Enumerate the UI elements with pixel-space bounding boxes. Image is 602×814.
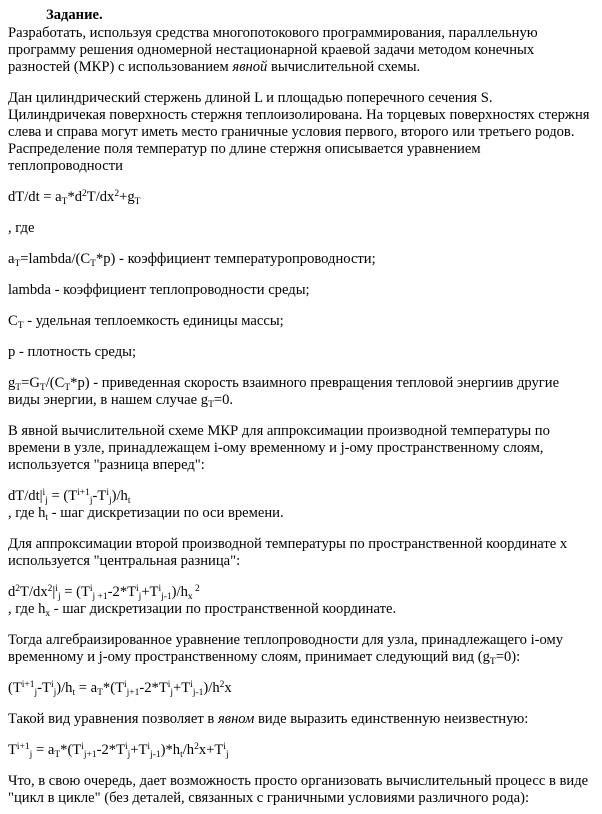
equation-algebraic: $(T^{i+1}_j-T^i_j)/h_t = a_T*(T^i_{j+1}-2*T^i_j+T^i_{j-1})/h^2x$ <box>8 680 232 698</box>
explicit-line-2: времени в узле, принадлежащем i-ому временному и j-ому пространственному слоям, <box>8 440 544 456</box>
equation-main: $dT/dt = a_T*d^2T/dx^2+g_T$ <box>8 189 141 207</box>
definition-g-line-1: $g_T=G_T/(C_T*p)$ - приведенная скорость взаимного превращения тепловой энергиив другие <box>8 375 560 393</box>
task-line-2: программу решения одномерной нестационарной краевой задачи методом конечных <box>8 42 535 58</box>
definition-p: p - плотность среды; <box>8 344 137 360</box>
definition-lambda: lambda - коэффициент теплопроводности среды; <box>8 282 310 298</box>
problem-line-4: Распределение поля температур по длине стержня описывается уравнением <box>8 141 481 157</box>
italic-explicit: явной <box>232 59 268 75</box>
algebraic-line-2: временному и j-ому пространственному слоям, принимает следующий вид $(g_T=0)$: <box>8 649 521 667</box>
second-derivative-line-2: используется "центральная разница": <box>8 553 241 569</box>
problem-line-5: теплопроводности <box>8 158 123 174</box>
problem-line-3: слева и справа могут иметь место граничные условия первого, второго или третьего родов. <box>8 124 575 140</box>
problem-line-2: Цилиндричекая поверхность стержня теплоизолирована. На торцевых поверхностях стержня <box>8 107 590 123</box>
explicit-line-1: В явной вычислительной схеме МКР для аппроксимации производной температуры по <box>8 423 550 439</box>
explicit-line-3: используется "разница вперед": <box>8 457 205 473</box>
task-line-1: Разработать, используя средства многопотокового программирования, параллельную <box>8 25 538 41</box>
where-text: , где <box>8 220 35 236</box>
page-title: Задание. <box>46 7 103 23</box>
equation-forward-difference: $dT/dt|^i_j = (T^{i+1}_j-T^i_j)/h_t$ <box>8 488 131 506</box>
definition-a: $a_T=lambda/(C_T*p)$ - коэффициент температуропроводности; <box>8 251 376 269</box>
algebraic-line-1: Тогда алгебраизированное уравнение теплопроводности для узла, принадлежащего i-ому <box>8 632 564 648</box>
hx-definition: , где $h_x$ - шаг дискретизации по пространственной координате. <box>8 601 397 619</box>
italic-explicit-form: явном <box>217 711 255 727</box>
equation-final: $T^{i+1}_j = a_T*(T^i_{j+1}-2*T^i_j+T^i_{j-1})*h_t/h^2x+T^i_j$ <box>8 742 229 760</box>
second-derivative-line-1: Для аппроксимации второй производной температуры по пространственной координате x <box>8 536 568 552</box>
closing-line-1: Что, в свою очередь, дает возможность просто организовать вычислительный процесс в виде <box>8 773 589 789</box>
closing-line-2: "цикл в цикле" (без деталей, связанных с граничными условиями различного рода): <box>8 790 530 806</box>
definition-g-line-2: виды энергии, в нашем случае $g_T=0$. <box>8 392 234 410</box>
problem-line-1: Дан цилиндрический стержень длиной L и площадью поперечного сечения S. <box>8 90 493 106</box>
ht-definition: , где $h_t$ - шаг дискретизации по оси времени. <box>8 505 284 523</box>
definition-c: $C_T$ - удельная теплоемкость единицы массы; <box>8 313 284 331</box>
equation-central-difference: $d^2T/dx^2|^i_j = (T^i_{j +1}-2*T^i_j+T^i_{j-1})/h_x$ $^2$ <box>8 584 200 602</box>
task-line-3: разностей (МКР) с использованием явной вычислительной схемы. <box>8 59 421 75</box>
unknown-text: Такой вид уравнения позволяет в явном виде выразить единственную неизвестную: <box>8 711 529 727</box>
